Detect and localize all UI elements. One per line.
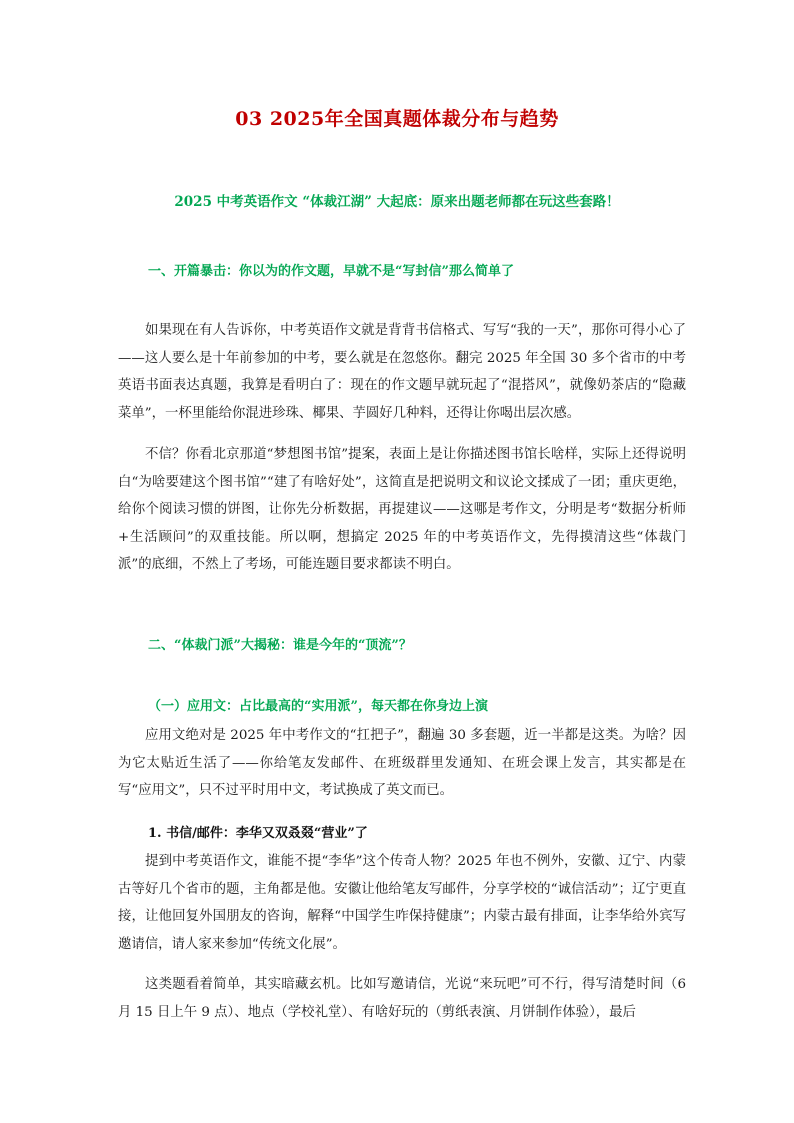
document-title: 03 2025年全国真题体裁分布与趋势 (235, 108, 559, 130)
item-1-paragraph-1: 提到中考英语作文，谁能不提“李华”这个传奇人物？2025 年也不例外，安徽、辽宁、内蒙古等好几个省市的题，主角都是他。安徽让他给笔友写邮件，分享学校的“诚信活动”；辽宁更直接，让他回复外国朋友的咨询，解释“中国学生咋保持健康”；内蒙古最有排面，让李华给外宾写邀请信，请人家来参加“传统文化展”。 (118, 854, 686, 952)
section-1-paragraph-2: 不信？你看北京那道“梦想图书馆”提案，表面上是让你描述图书馆长啥样，实际上还得说明白“为啥要建这个图书馆”“建了有啥好处”，这简直是把说明文和议论文揉成了一团；重庆更绝，给你个阅读习惯的饼图，让你先分析数据，再提建议——这哪是考作文，分明是考“数据分析师+生活顾问”的双重技能。所以啊，想搞定 2025 年的中考英语作文，先得摸清这些“体裁门派”的底细，不然上了考场，可能连题目要求都读不明白。 (118, 447, 686, 572)
section-2-heading: 二、“体裁门派”大揭秘：谁是今年的“顶流”？ (148, 638, 412, 653)
section-1-paragraph-1: 如果现在有人告诉你，中考英语作文就是背背书信格式、写写“我的一天”，那你可得小心了——这人要么是十年前参加的中考，要么就是在忽悠你。翻完 2025 年全国 30 多个省市的中考英语书面表达真题，我算是看明白了：现在的作文题早就玩起了“混搭风”，就像奶茶店的“隐藏菜单”，一杯里能给你混进珍珠、椰果、芋圆好几种料，还得让你喝出层次感。 (118, 323, 686, 421)
document-subtitle: 2025 中考英语作文 “体裁江湖” 大起底：原来出题老师都在玩这些套路！ (174, 194, 620, 210)
subsection-1-paragraph: 应用文绝对是 2025 年中考作文的“扛把子”，翻遍 30 多套题，近一半都是这类。为啥？因为它太贴近生活了——你给笔友发邮件、在班级群里发通知、在班会课上发言，其实都是在写“应用文”，只不过平时用中文，考试换成了英文而已。 (118, 728, 686, 798)
item-1-heading: 1. 书信/邮件：李华又双叒叕“营业”了 (148, 826, 368, 841)
subsection-1-heading: （一）应用文：占比最高的“实用派”，每天都在你身边上演 (148, 699, 488, 714)
item-1-paragraph-2: 这类题看着简单，其实暗藏玄机。比如写邀请信，光说“来玩吧”可不行，得写清楚时间（6 月 15 日上午 9 点）、地点（学校礼堂）、有啥好玩的（剪纸表演、月饼制作体验），最后 (118, 977, 686, 1020)
section-1-heading: 一、开篇暴击：你以为的作文题，早就不是“写封信”那么简单了 (148, 264, 514, 279)
